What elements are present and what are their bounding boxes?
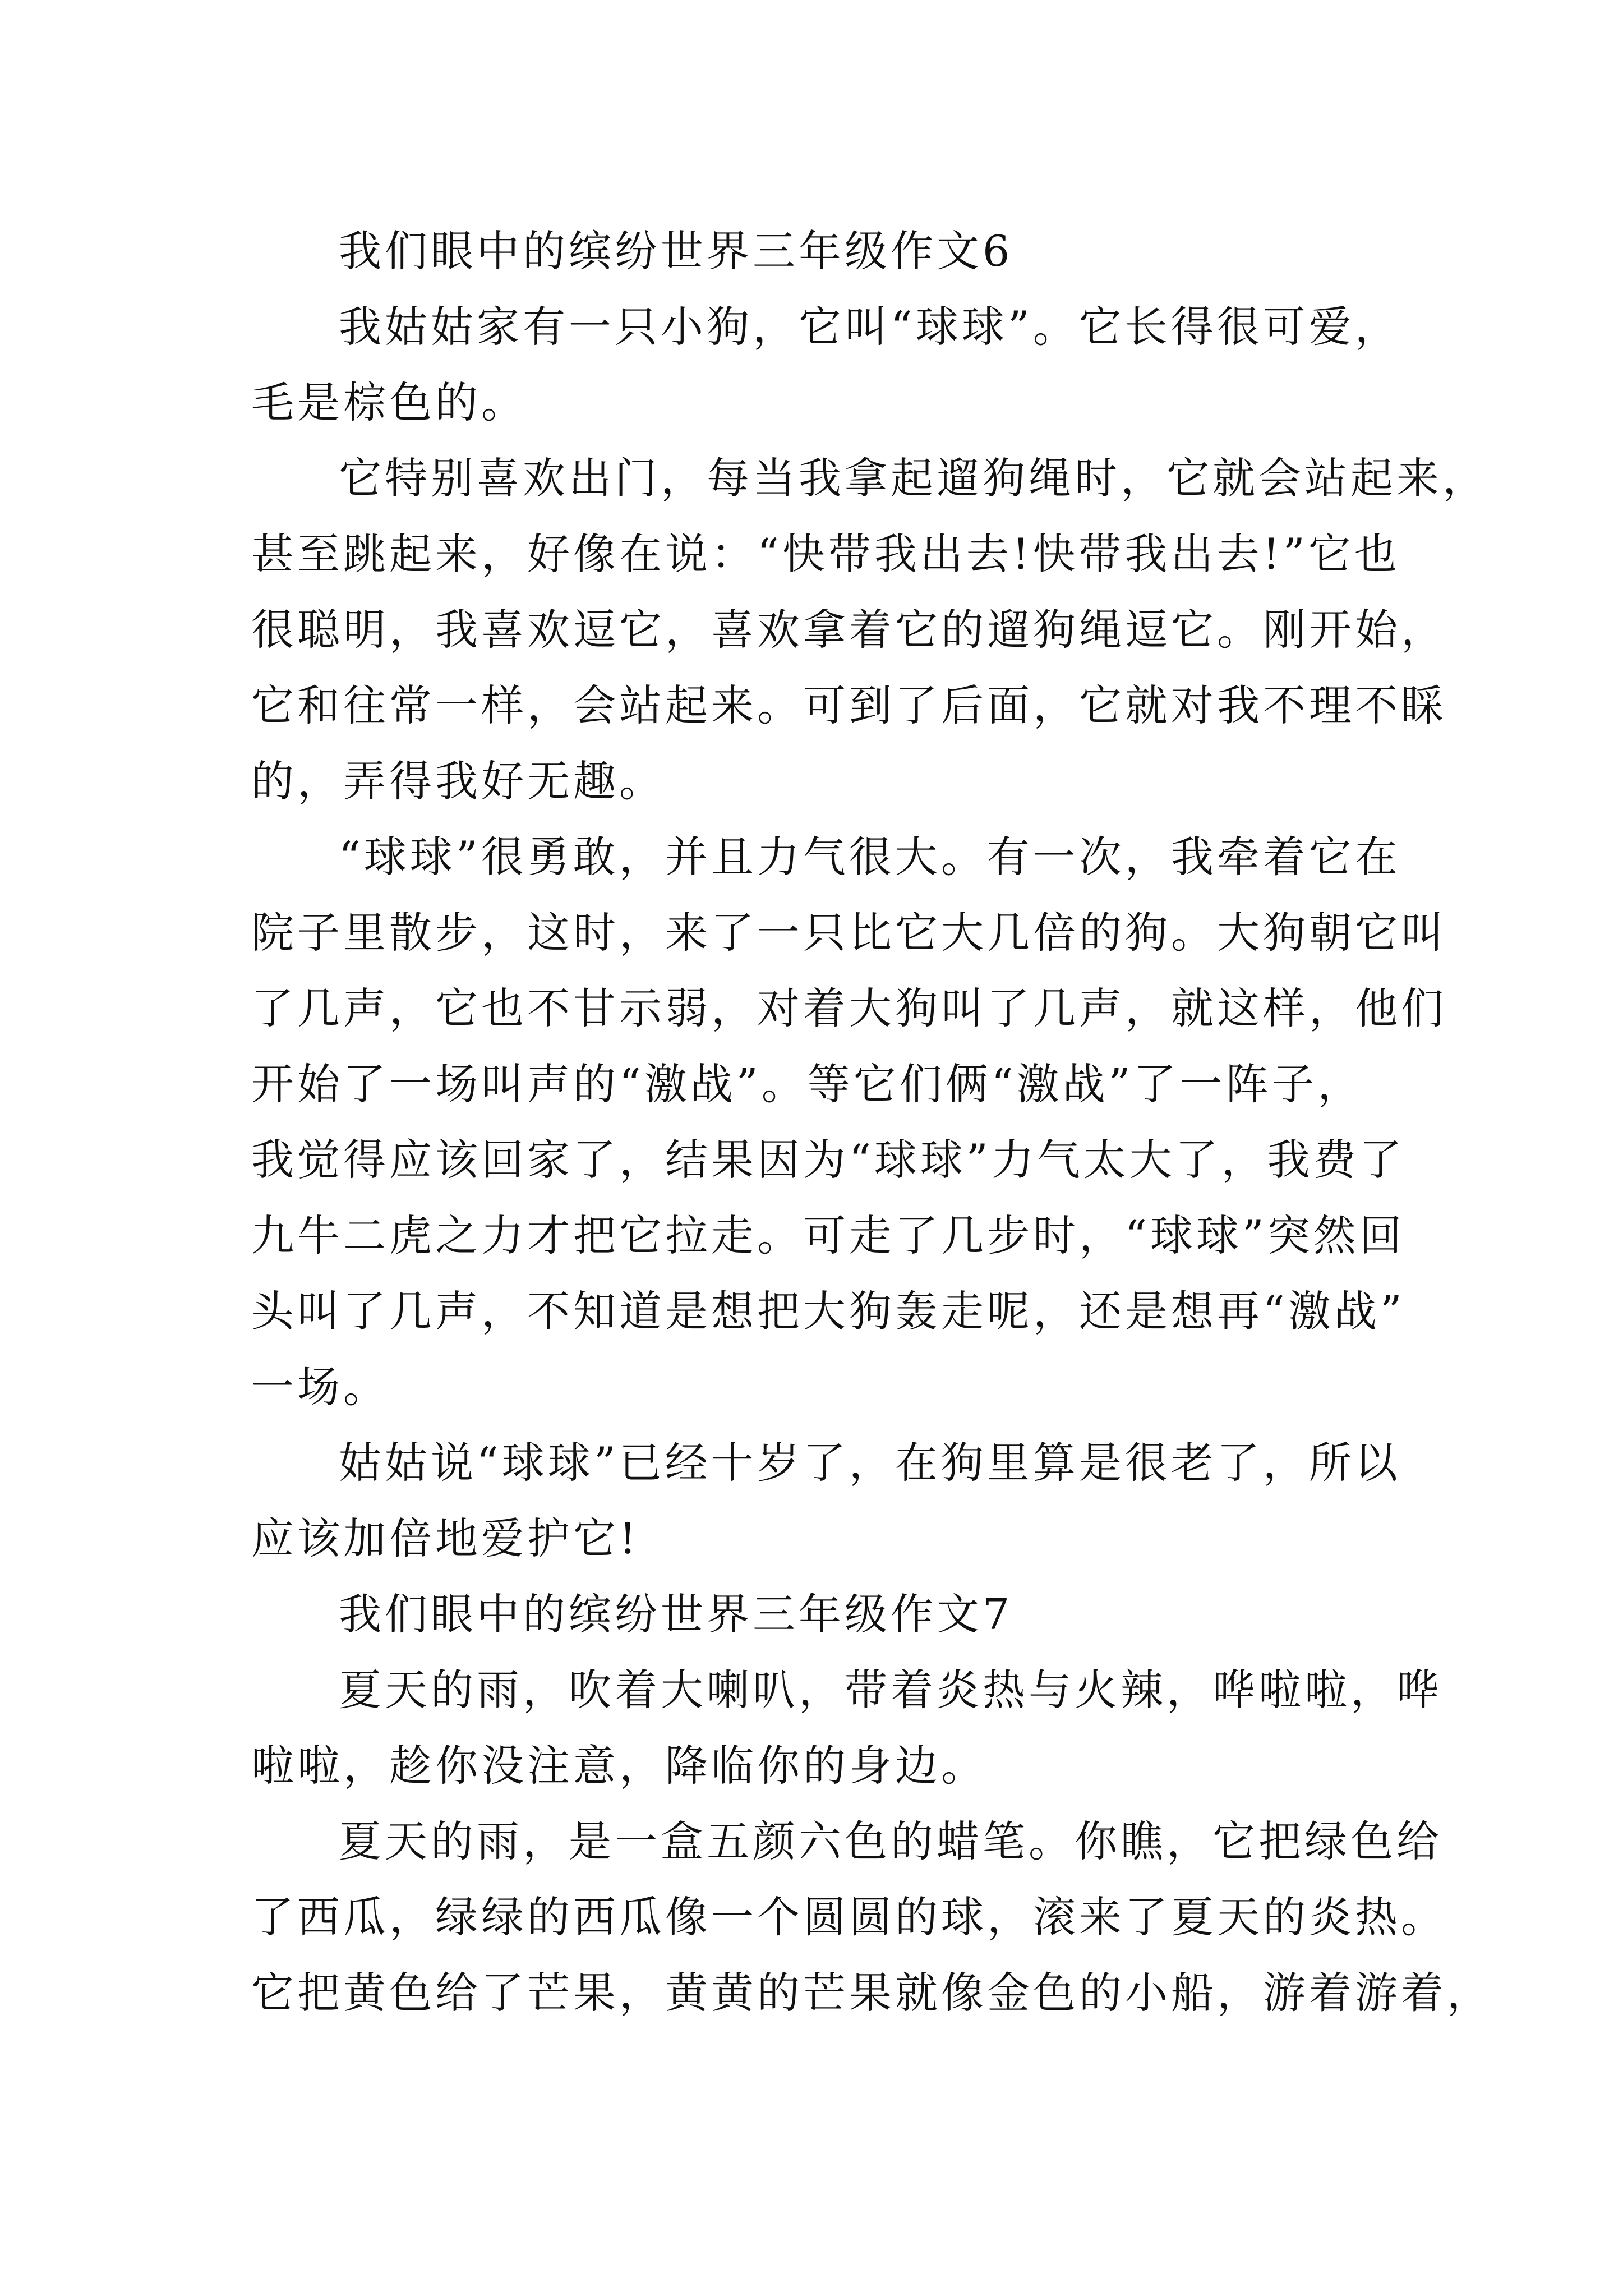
paragraph-line: “球球”很勇敢，并且力气很大。有一次，我牵着它在: [339, 832, 1401, 882]
paragraph-line: 了西瓜，绿绿的西瓜像一个圆圆的球，滚来了夏天的炎热。: [251, 1892, 1447, 1942]
paragraph-line: 九牛二虎之力才把它拉走。可走了几步时，“球球”突然回: [251, 1211, 1405, 1260]
paragraph-line: 头叫了几声，不知道是想把大狗轰走呢，还是想再“激战”: [251, 1286, 1405, 1336]
paragraph-line: 它把黄色给了芒果，黄黄的芒果就像金色的小船，游着游着，: [251, 1968, 1493, 2018]
paragraph-line: 啦啦，趁你没注意，降临你的身边。: [251, 1741, 987, 1791]
paragraph-line: 姑姑说“球球”已经十岁了，在狗里算是很老了，所以: [339, 1438, 1401, 1488]
document-body: [251, 213, 1493, 2031]
paragraph-line: 开始了一场叫声的“激战”。等它们俩“激战”了一阵子，: [251, 1059, 1364, 1109]
paragraph-line: 我姑姑家有一只小狗，它叫“球球”。它长得很可爱，: [339, 302, 1401, 352]
paragraph-line: 它和往常一样，会站起来。可到了后面，它就对我不理不睬: [251, 680, 1447, 730]
paragraph-line: 应该加倍地爱护它!: [251, 1513, 640, 1563]
paragraph-line: 它特别喜欢出门，每当我拿起遛狗绳时，它就会站起来，: [339, 453, 1488, 503]
paragraph-line: 很聪明，我喜欢逗它，喜欢拿着它的遛狗绳逗它。刚开始，: [251, 605, 1447, 655]
paragraph-line: 夏天的雨，吹着大喇叭，带着炎热与火辣，哗啦啦，哗: [339, 1665, 1442, 1715]
paragraph-line: 毛是棕色的。: [251, 378, 527, 427]
paragraph-line: 了几声，它也不甘示弱，对着大狗叫了几声，就这样，他们: [251, 983, 1447, 1033]
paragraph-line: 院子里散步，这时，来了一只比它大几倍的狗。大狗朝它叫: [251, 908, 1447, 958]
paragraph-line: 我觉得应该回家了，结果因为“球球”力气太大了，我费了: [251, 1135, 1405, 1185]
paragraph-line: 一场。: [251, 1362, 389, 1412]
essay-title: 我们眼中的缤纷世界三年级作文7: [339, 1589, 1013, 1639]
paragraph-line: 夏天的雨，是一盒五颜六色的蜡笔。你瞧，它把绿色给: [339, 1816, 1442, 1866]
essay-title: 我们眼中的缤纷世界三年级作文6: [339, 226, 1013, 276]
paragraph-line: 的，弄得我好无趣。: [251, 756, 665, 806]
paragraph-line: 甚至跳起来，好像在说：“快带我出去!快带我出去!”它也: [251, 529, 1400, 579]
